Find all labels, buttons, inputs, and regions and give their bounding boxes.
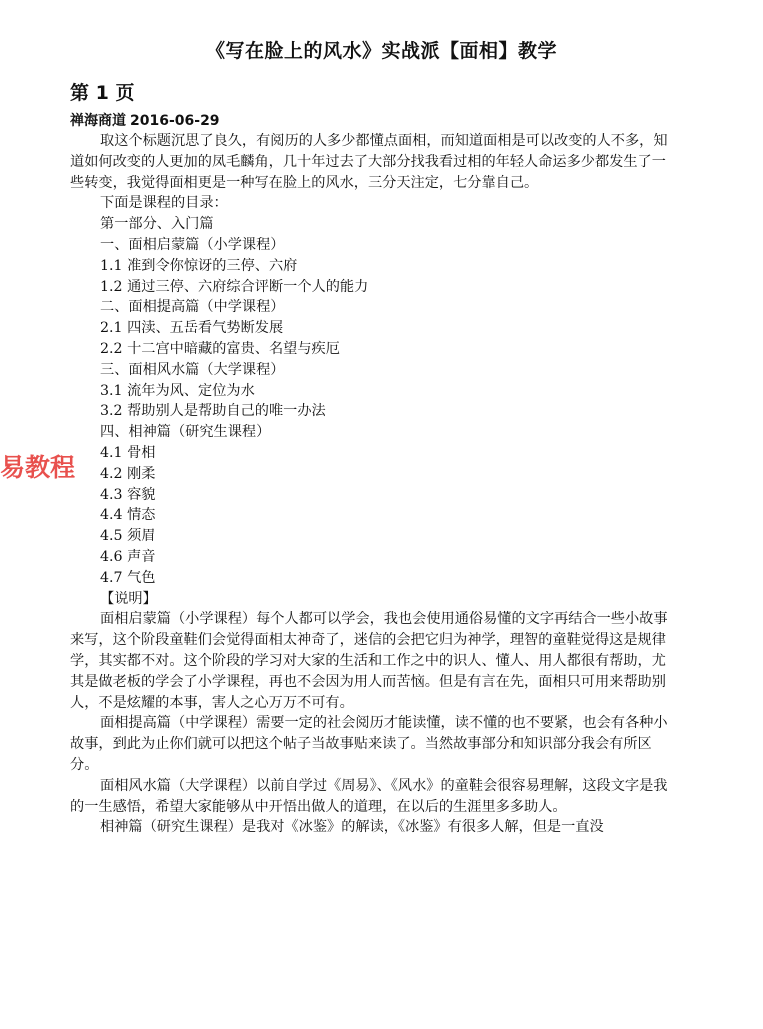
toc-item: 4.7 气色 <box>100 569 156 586</box>
table-of-contents <box>70 214 670 588</box>
notes-heading: 【说明】 <box>100 590 157 607</box>
note-paragraph: 面相风水篇（大学课程）以前自学过《周易》、《风水》的童鞋会很容易理解，这段文字是我的一生感悟，希望大家能够从中开悟出做人的道理，在以后的生涯里多多助人。 <box>70 777 668 815</box>
toc-item: 1.1 准到令你惊讶的三停、六府 <box>100 257 298 274</box>
toc-item: 1.2 通过三停、六府综合评断一个人的能力 <box>100 278 369 295</box>
intro-paragraph: 取这个标题沉思了良久，有阅历的人多少都懂点面相，而知道面相是可以改变的人不多，知道如何改变的人更加的凤毛麟角，几十年过去了大部分找我看过相的年轻人命运多少都发生了一些转变，我觉得面相更是一种写在脸上的风水，三分天注定，七分靠自己。 <box>70 133 668 191</box>
toc-item: 3.1 流年为风、定位为水 <box>100 382 255 399</box>
toc-item: 三、面相风水篇（大学课程） <box>100 361 285 378</box>
toc-item: 4.2 刚柔 <box>100 465 156 482</box>
toc-item: 4.1 骨相 <box>100 444 156 461</box>
author-line <box>70 110 224 130</box>
note-paragraph: 面相启蒙篇（小学课程）每个人都可以学会，我也会使用通俗易懂的文字再结合一些小故事来写，这个阶段童鞋们会觉得面相太神奇了，迷信的会把它归为神学，理智的童鞋觉得这是规律学，其实都不对。这个阶段的学习对大家的生活和工作之中的识人、懂人、用人都很有帮助，尤其是做老板的学会了小学课程，再也不会因为用人而苦恼。但是有言在先，面相只可用来帮助别人，不是炫耀的本事，害人之心万万不可有。 <box>70 611 668 711</box>
toc-item: 4.5 须眉 <box>100 528 156 545</box>
post-date: 2016-06-29 <box>130 113 220 129</box>
toc-item: 3.2 帮助别人是帮助自己的唯一办法 <box>100 403 326 420</box>
toc-item: 二、面相提高篇（中学课程） <box>100 299 285 316</box>
note-paragraph: 面相提高篇（中学课程）需要一定的社会阅历才能读懂，读不懂的也不要紧，也会有各种小故事，到此为止你们就可以把这个帖子当故事贴来读了。当然故事部分和知识部分我会有所区分。 <box>70 715 668 773</box>
toc-item: 四、相神篇（研究生课程） <box>100 424 271 441</box>
toc-intro: 下面是课程的目录： <box>100 195 228 212</box>
toc-item: 第一部分、入门篇 <box>100 216 214 233</box>
author-name: 禅海商道 <box>70 113 126 129</box>
watermark-text: 易教程 <box>0 453 76 482</box>
toc-item: 4.4 情态 <box>100 507 156 524</box>
toc-item: 4.6 声音 <box>100 548 156 565</box>
note-paragraph: 相神篇（研究生课程）是我对《冰鉴》的解读，《冰鉴》有很多人解，但是一直没 <box>100 819 604 836</box>
document-title: 《写在脸上的风水》实战派【面相】教学 <box>205 40 557 62</box>
toc-item: 4.3 容貌 <box>100 486 156 503</box>
document-body <box>70 131 670 838</box>
toc-item: 2.1 四渎、五岳看气势断发展 <box>100 320 284 337</box>
toc-item: 一、面相启蒙篇（小学课程） <box>100 236 285 253</box>
page-heading: 第 1 页 <box>70 82 135 104</box>
toc-item: 2.2 十二宫中暗藏的富贵、名望与疾厄 <box>100 340 340 357</box>
